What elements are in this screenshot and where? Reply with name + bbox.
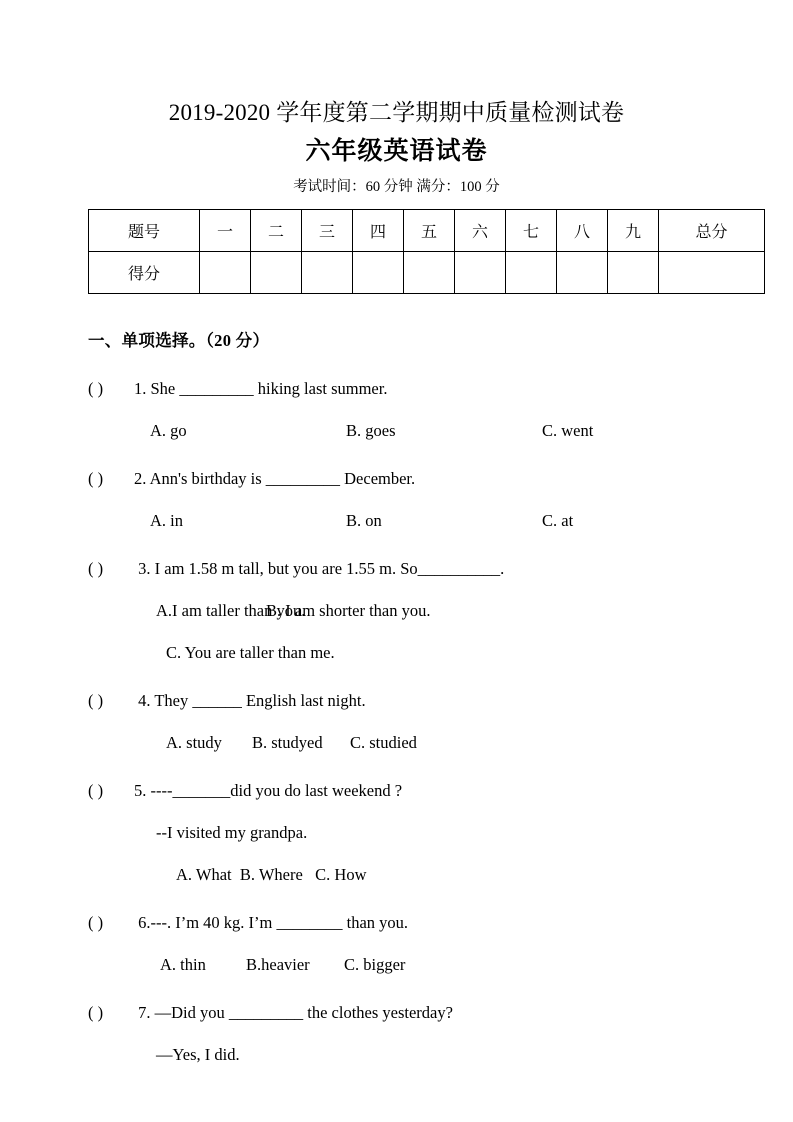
question-5-stem-line [88, 770, 757, 812]
page-title: 2019-2020 学年度第二学期期中质量检测试卷 [168, 100, 625, 125]
question-6 [88, 902, 757, 986]
question-5-option-a[interactable]: A. What [176, 865, 232, 884]
question-2-option-a[interactable]: A. in [150, 511, 183, 530]
question-2-stem-line [88, 458, 757, 500]
score-cell-4[interactable] [353, 252, 404, 294]
question-6-stem-line [88, 902, 757, 944]
question-5-option-spacer-1 [232, 865, 240, 884]
question-3-option-b[interactable]: B. I am shorter than you. [266, 601, 431, 620]
question-1-options [88, 410, 757, 452]
question-1-option-b[interactable]: B. goes [346, 421, 396, 440]
score-table-row-label-1: 题号 [89, 210, 200, 252]
question-1-text: 1. She _________ hiking last summer. [134, 379, 388, 398]
score-table [88, 209, 765, 294]
question-1-option-c[interactable]: C. went [542, 421, 594, 440]
question-5-answer-bracket[interactable]: ( ) [88, 781, 104, 800]
question-2-text: 2. Ann's birthday is _________ December. [134, 469, 416, 488]
question-3-answer-bracket[interactable]: ( ) [88, 559, 104, 578]
question-3-stem-line [88, 548, 757, 590]
question-7 [88, 992, 757, 1076]
page-subtitle: 六年级英语试卷 [305, 138, 488, 165]
score-table-col-7: 七 [506, 210, 557, 252]
question-2-options [88, 500, 757, 542]
question-3-option-a[interactable]: A.I am taller than you. [156, 601, 306, 620]
table-row-scores [89, 252, 765, 294]
score-cell-9[interactable] [608, 252, 659, 294]
exam-info-line: 考试时间：60 分钟 满分：100 分 [293, 179, 500, 195]
table-row-headers [89, 210, 765, 252]
score-table-col-8: 八 [557, 210, 608, 252]
question-4-text: 4. They ______ English last night. [134, 691, 366, 710]
question-3-text: 3. I am 1.58 m tall, but you are 1.55 m. So__________. [134, 559, 505, 578]
score-cell-5[interactable] [404, 252, 455, 294]
score-cell-7[interactable] [506, 252, 557, 294]
question-1-stem-line [88, 368, 757, 410]
score-cell-8[interactable] [557, 252, 608, 294]
question-5-options [88, 854, 757, 896]
question-4-option-a[interactable]: A. study [166, 733, 222, 752]
question-5-option-spacer-2 [303, 865, 315, 884]
question-1-answer-bracket[interactable]: ( ) [88, 379, 104, 398]
question-5-option-b[interactable]: B. Where [239, 865, 303, 884]
question-7-stem-line [88, 992, 757, 1034]
question-6-option-a[interactable]: A. thin [160, 955, 206, 974]
score-cell-3[interactable] [302, 252, 353, 294]
score-table-col-2: 二 [251, 210, 302, 252]
question-2-option-c[interactable]: C. at [542, 511, 574, 530]
question-1-option-a[interactable]: A. go [150, 421, 187, 440]
score-cell-1[interactable] [200, 252, 251, 294]
question-7-answer-bracket[interactable]: ( ) [88, 1003, 104, 1022]
question-3 [88, 548, 757, 674]
score-table-col-1: 一 [200, 210, 251, 252]
question-4-stem-line [88, 680, 757, 722]
question-5 [88, 770, 757, 896]
question-6-option-c[interactable]: C. bigger [344, 955, 406, 974]
question-6-option-b[interactable]: B.heavier [246, 955, 310, 974]
question-3-options-row-1 [88, 590, 757, 632]
score-cell-6[interactable] [455, 252, 506, 294]
score-table-col-total: 总分 [659, 210, 765, 252]
question-2 [88, 458, 757, 542]
question-5-option-c[interactable]: C. How [315, 865, 367, 884]
score-table-container [0, 209, 793, 294]
section-heading-1: 一、单项选择。（20 分） [88, 331, 270, 350]
score-table-col-4: 四 [353, 210, 404, 252]
question-6-answer-bracket[interactable]: ( ) [88, 913, 104, 932]
question-3-option-c[interactable]: C. You are taller than me. [166, 643, 335, 662]
question-6-options [88, 944, 757, 986]
exam-content [0, 328, 793, 1076]
question-6-text: 6.---. I’m 40 kg. I’m ________ than you. [134, 913, 409, 932]
question-4-answer-bracket[interactable]: ( ) [88, 691, 104, 710]
question-2-option-b[interactable]: B. on [346, 511, 382, 530]
question-2-answer-bracket[interactable]: ( ) [88, 469, 104, 488]
score-cell-2[interactable] [251, 252, 302, 294]
score-cell-total[interactable] [659, 252, 765, 294]
score-table-col-3: 三 [302, 210, 353, 252]
score-table-col-9: 九 [608, 210, 659, 252]
question-4-options [88, 722, 757, 764]
question-4-option-c[interactable]: C. studied [350, 733, 417, 752]
question-4-option-b[interactable]: B. studyed [252, 733, 323, 752]
question-7-answer-line: —Yes, I did. [156, 1045, 240, 1064]
score-table-col-5: 五 [404, 210, 455, 252]
question-4 [88, 680, 757, 764]
score-table-col-6: 六 [455, 210, 506, 252]
question-7-text: 7. —Did you _________ the clothes yesterday? [134, 1003, 453, 1022]
question-5-answer-line: --I visited my grandpa. [156, 823, 308, 842]
question-5-text: 5. ----_______did you do last weekend ? [134, 781, 403, 800]
question-1 [88, 368, 757, 452]
score-table-row-label-2: 得分 [89, 252, 200, 294]
question-3-options-row-2 [88, 632, 757, 674]
